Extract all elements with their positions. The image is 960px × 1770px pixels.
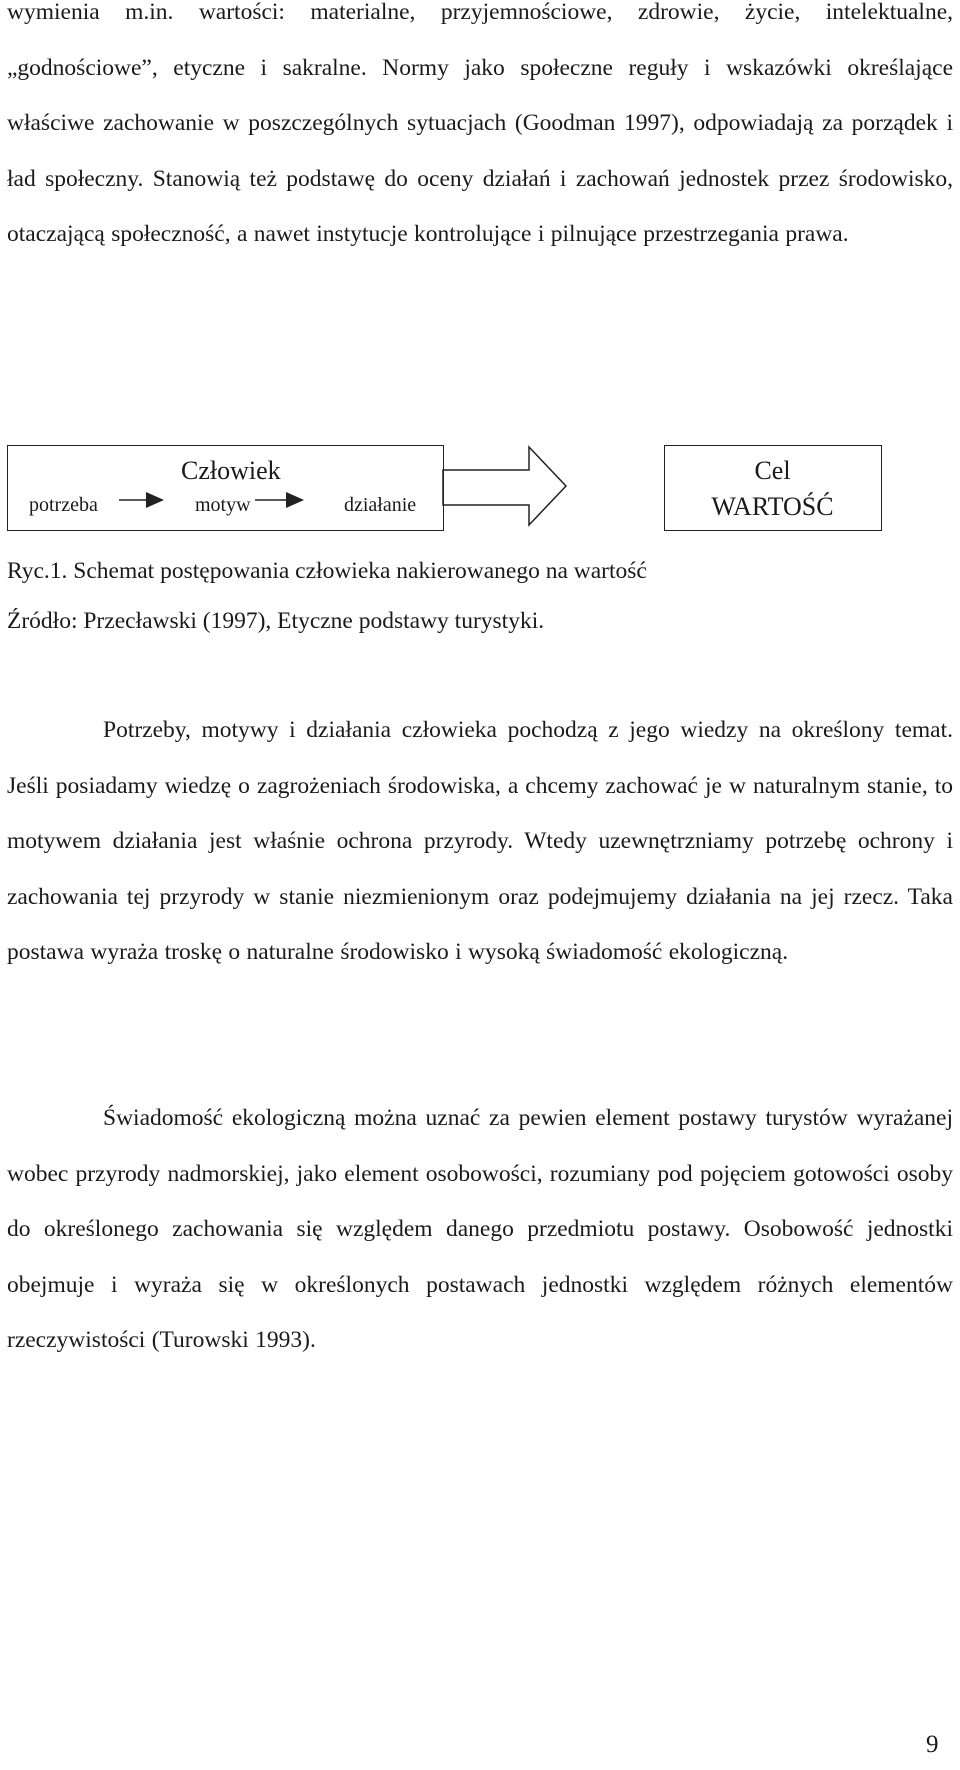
paragraph-ecological-awareness: Świadomość ekologiczną można uznać za pewien element postawy turystów wyrażanej wobec przyrody nadmorskiej, jako element osobowości, rozumiany pod pojęciem gotowości osoby do określonego zachowania się względem danego przedmiotu postawy. Osobowość jednostki obejmuje i wyraża się w określonych postawach jednostki względem różnych elementów rzeczywistości (Turowski 1993).: [7, 1105, 953, 1353]
need-label: potrzeba: [29, 494, 98, 516]
arrow-need-to-motive-icon: [119, 492, 164, 508]
action-label: działanie: [344, 494, 417, 516]
arrow-motive-to-action-icon: [255, 492, 304, 508]
human-label: Człowiek: [181, 456, 281, 485]
paragraph-needs-motives: Potrzeby, motywy i działania człowieka pochodzą z jego wiedzy na określony temat. Jeśli posiadamy wiedzę o zagrożeniach środowiska, a chcemy zachować je w naturalnym stanie, to motywem działania jest właśnie ochrona przyrody. Wtedy uzewnętrzniamy potrzebę ochrony i zachowania tej przyrody w stanie niezmienionym oraz podejmujemy działania na jej rzecz. Taka postawa wyraża troskę o naturalne środowisko i wysoką świadomość ekologiczną.: [7, 717, 953, 965]
figure-caption: Ryc.1. Schemat postępowania człowieka nakierowanego na wartość: [7, 558, 647, 584]
figure-source: Źródło: Przecławski (1997), Etyczne podstawy turystyki.: [7, 608, 545, 634]
motive-label: motyw: [195, 494, 251, 516]
figure-diagram: [7, 445, 953, 545]
goal-box: [664, 445, 882, 531]
value-label: WARTOŚĆ: [711, 492, 834, 521]
big-block-arrow-icon: [443, 447, 566, 525]
page-number: 9: [926, 1731, 939, 1758]
paragraph-values-norms: wymienia m.in. wartości: materialne, przyjemnościowe, zdrowie, życie, intelektualne, „godnościowe”, etyczne i sakralne. Normy jako społeczne reguły i wskazówki określające właściwe zachowanie w poszczególnych sytuacjach (Goodman 1997), odpowiadają za porządek i ład społeczny. Stanowią też podstawę do oceny działań i zachowań jednostek przez środowisko, otaczającą społeczność, a nawet instytucje kontrolujące i pilnujące przestrzegania prawa.: [7, 0, 953, 247]
goal-label: Cel: [754, 456, 791, 485]
